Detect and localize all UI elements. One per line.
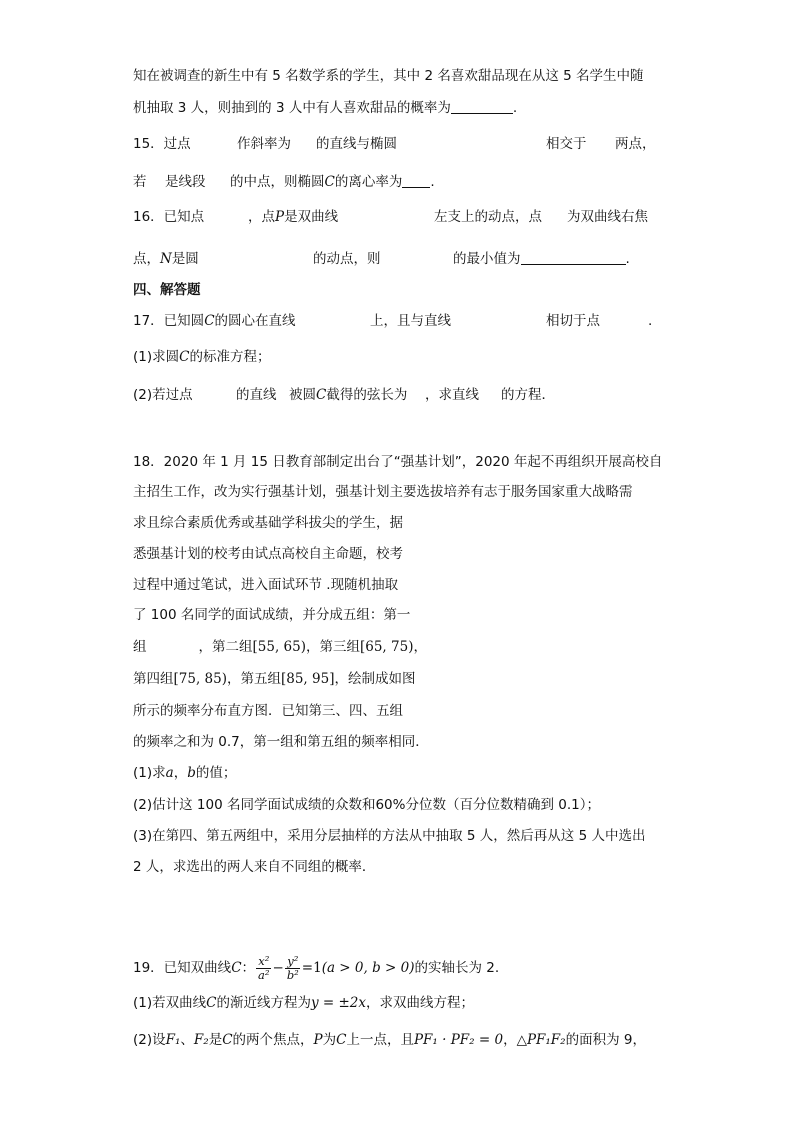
q16-text: 为双曲线右焦	[567, 209, 648, 225]
q18-text: 的值；	[195, 765, 237, 781]
numerator: y²	[287, 953, 299, 968]
math-symbol-b: b	[187, 765, 196, 781]
q18-part-3: (3)在第四、第五两组中，采用分层抽样的方法从中抽取 5 人，然后再从这 5 人中选出	[133, 828, 646, 844]
q19-text-line	[133, 953, 499, 983]
math-symbol-C: C	[222, 1032, 233, 1048]
q15-text: 的中点，则椭圆	[230, 174, 325, 190]
triangle-symbol: △PF₁F₂	[516, 1032, 566, 1048]
q16-text	[453, 249, 630, 269]
q19-text: ，求双曲线方程；	[366, 995, 475, 1011]
q18-text: ，第五组	[226, 671, 281, 687]
math-symbol-a: a	[165, 765, 174, 781]
q17-text: 截得的弦长为	[326, 387, 408, 403]
q19-text: 为	[322, 1032, 337, 1048]
math-symbol-C: C	[206, 995, 217, 1011]
q18-text-line: 悉强基计划的校考由试点高校自主命题，校考	[133, 546, 403, 562]
q18-text-line: 18．2020 年 1 月 15 日教育部制定出台了“强基计划”，2020 年起不再组织开展高校自	[133, 454, 663, 470]
q18-text: ，第三组	[305, 639, 360, 655]
q15-text: 相交于	[546, 136, 587, 152]
denominator: b²	[286, 967, 299, 982]
section-heading: 四、解答题	[133, 282, 201, 298]
q16-text	[248, 207, 338, 227]
math-symbol-C: C	[324, 174, 335, 190]
q17-text: ，求直线	[425, 387, 479, 403]
q18-text-line: 所示的频率分布直方图．已知第三、四、五组	[133, 703, 403, 719]
q18-part-2: (2)估计这 100 名同学面试成绩的众数和60%分位数（百分位数精确到 0.1）；	[133, 797, 600, 813]
asymptote-equation: y = ±2x	[310, 995, 367, 1011]
period: .	[648, 313, 653, 329]
period: .	[430, 174, 435, 190]
q15-text: 的直线与椭圆	[316, 136, 397, 152]
q19-text: 的两个焦点，	[232, 1032, 314, 1048]
q19-text: 是	[208, 1032, 223, 1048]
period: .	[625, 251, 630, 267]
q16-text: 的最小值为	[453, 251, 521, 267]
q19-text: 的实轴长为 2.	[414, 960, 500, 976]
math-symbol-C: C	[204, 313, 215, 329]
q16-text: 是双曲线	[284, 209, 339, 225]
fraction-x2-a2	[256, 955, 271, 982]
answer-blank[interactable]	[402, 173, 430, 188]
q17-text: 被圆	[289, 387, 316, 403]
q17-text: (1)求圆	[133, 349, 180, 365]
period: .	[512, 100, 518, 116]
q16-text: ，点	[248, 209, 275, 225]
minus-sign: −	[272, 960, 284, 976]
q18-text: ，第二组	[198, 639, 253, 655]
interval-group-4: [75, 85)	[173, 671, 227, 687]
interval-group-3: [65, 75)	[359, 639, 414, 655]
q19-text: 上一点，且	[346, 1032, 414, 1048]
q15-text: 两点，	[615, 136, 656, 152]
q14-text-line-1: 知在被调查的新生中有 5 名数学系的学生，其中 2 名喜欢甜品现在从这 5 名学生中随	[133, 68, 644, 84]
interval-group-5: [85, 95]	[280, 671, 335, 687]
q17-text: 的方程．	[501, 387, 555, 403]
q17-text: 相切于点	[546, 313, 600, 329]
q19-text: ：	[241, 960, 256, 976]
q16-text: 点，	[133, 251, 160, 267]
q19-part-2	[133, 1030, 646, 1050]
denominator: a²	[258, 967, 270, 982]
q18-text-line: 的频率之和为 0.7，第一组和第五组的频率相同．	[133, 734, 429, 750]
q18-text-line	[133, 637, 427, 657]
q17-part-1	[133, 347, 270, 367]
math-symbol-P: P	[313, 1032, 323, 1048]
q18-text-line	[133, 669, 415, 689]
q19-text: ，	[503, 1032, 517, 1048]
q15-text: 的离心率为	[334, 174, 403, 190]
q18-text: ，绘制成如图	[334, 671, 416, 687]
q18-part-1	[133, 763, 236, 783]
q18-text-line: 求且综合素质优秀或基础学科拔尖的学生，据	[133, 515, 403, 531]
q15-text: 若	[133, 174, 147, 190]
math-symbol-C: C	[336, 1032, 347, 1048]
math-symbol-F1: F₁	[165, 1032, 181, 1048]
q19-text: 、	[180, 1032, 194, 1048]
q18-text: 组	[133, 639, 147, 655]
q17-text: 的圆心在直线	[214, 313, 296, 329]
answer-blank[interactable]	[451, 99, 513, 114]
q19-label: 19．已知双曲线	[133, 960, 232, 976]
q17-text: (2)若过点	[133, 387, 193, 403]
q15-text: 是线段	[165, 174, 206, 190]
q16-text-line-2	[133, 249, 199, 269]
dot-product-equation: PF₁ · PF₂ = 0	[413, 1032, 504, 1048]
equals-one: =1	[301, 960, 322, 976]
q18-text: 第四组	[133, 671, 174, 687]
q19-text: (1)若双曲线	[133, 995, 207, 1011]
q19-text: 的面积为 9，	[565, 1032, 646, 1048]
q16-text: 左支上的动点，点	[434, 209, 542, 225]
answer-blank[interactable]	[521, 250, 626, 265]
q17-text: 的标准方程；	[189, 349, 271, 365]
q17-text: 的直线	[236, 387, 277, 403]
q17-label: 17．已知圆	[133, 313, 205, 329]
q18-text-line: 过程中通过笔试，进入面试环节 .现随机抽取	[133, 577, 399, 593]
q18-text-line: 主招生工作，改为实行强基计划，强基计划主要选拔培养有志于服务国家重大战略需	[133, 484, 633, 500]
q16-text: 是圆	[171, 251, 199, 267]
q17-text: 上，且与直线	[370, 313, 451, 329]
q18-text-line: 了 100 名同学的面试成绩，并分成五组：第一	[133, 607, 411, 623]
q17-text	[289, 385, 407, 405]
q14-text-line-2	[133, 98, 517, 118]
q16-label: 16．已知点	[133, 209, 205, 225]
numerator: x²	[258, 953, 270, 968]
q15-label: 15．过点	[133, 136, 191, 152]
q18-text: ，	[413, 639, 427, 655]
math-symbol-C: C	[231, 960, 242, 976]
interval-group-2: [55, 65)	[252, 639, 306, 655]
q19-text: (2)设	[133, 1032, 166, 1048]
q14-text: 机抽取 3 人，则抽到的 3 人中有人喜欢甜品的概率为	[133, 100, 451, 116]
q15-text-line-2	[230, 172, 435, 192]
q17-text	[133, 311, 296, 331]
q15-text: 作斜率为	[237, 136, 291, 152]
condition: (a > 0, b > 0)	[321, 960, 415, 976]
q18-text: ，	[173, 765, 188, 781]
q16-text: 的动点，则	[313, 251, 381, 267]
math-symbol-P: P	[275, 209, 285, 225]
math-symbol-F2: F₂	[193, 1032, 209, 1048]
q18-part-3-cont: 2 人，求选出的两人来自不同组的概率．	[133, 859, 376, 875]
math-symbol-C: C	[179, 349, 190, 365]
q19-part-1	[133, 993, 474, 1013]
q18-text: (1)求	[133, 765, 166, 781]
fraction-y2-b2	[285, 955, 301, 982]
math-symbol-N: N	[160, 251, 172, 267]
math-symbol-C: C	[316, 387, 327, 403]
q19-text: 的渐近线方程为	[216, 995, 311, 1011]
